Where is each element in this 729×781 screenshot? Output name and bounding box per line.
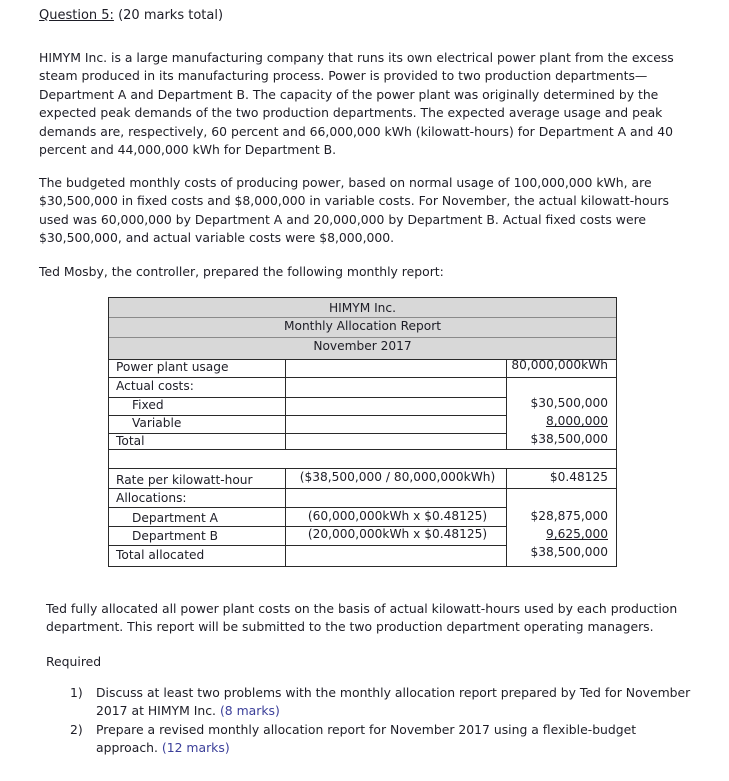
report-period: November 2017 [313, 339, 412, 353]
row-divider [109, 449, 616, 450]
required-item-number: 1) [70, 685, 83, 700]
required-item-text: Prepare a revised monthly allocation report for November 2017 using a flexible-budget approach. [96, 722, 637, 756]
row-divider [109, 433, 506, 434]
header-divider [109, 337, 616, 338]
row-divider [109, 507, 506, 508]
variable-value: 8,000,000 [545, 414, 608, 428]
total-allocated-label: Total allocated [116, 548, 205, 562]
variable-label: Variable [132, 416, 182, 430]
fixed-label: Fixed [132, 398, 164, 412]
row-divider [109, 468, 616, 469]
row-divider [109, 545, 506, 546]
column-divider [285, 359, 286, 449]
report-header [109, 298, 616, 360]
usage-label: Power plant usage [116, 360, 229, 374]
usage-value: 80,000,000kWh [511, 358, 608, 372]
total-label: Total [116, 434, 145, 448]
actual-costs-label: Actual costs: [116, 379, 194, 393]
allocation-report-table [108, 297, 617, 567]
question-heading [39, 8, 223, 23]
column-divider [506, 359, 507, 449]
intro-paragraph: HIMYM Inc. is a large manufacturing company that runs its own electrical power plant from the excess steam produced in its manufacturing process. Power is provided to two production departments—Department A and Department B. The capacity of the power plant was originally determined by the expected peak demands of the two production departments. The expected average usage and peak demands are, respectively, 60 percent and 66,000,000 kWh (kilowatt-hours) for Department A and 40 percent and 44,000,000 kWh for Department B. [39, 50, 674, 158]
row-divider [109, 377, 616, 378]
question-label: Question 5: [39, 8, 114, 23]
question-total-marks: (20 marks total) [118, 8, 224, 23]
column-divider [506, 468, 507, 566]
dept-b-value: 9,625,000 [545, 527, 608, 541]
dept-b-calculation: (20,000,000kWh x $0.48125) [307, 527, 488, 541]
rate-label: Rate per kilowatt-hour [116, 473, 253, 487]
dept-a-value: $28,875,000 [530, 509, 608, 523]
allocation-note-paragraph: Ted fully allocated all power plant costs on the basis of actual kilowatt-hours used by each production department. This report will be submitted to the two production department operating managers. [46, 601, 678, 635]
required-item-marks: (8 marks) [219, 703, 280, 719]
dept-a-calculation: (60,000,000kWh x $0.48125) [307, 509, 488, 523]
rate-calculation: ($38,500,000 / 80,000,000kWh) [299, 470, 496, 484]
dept-b-label: Department B [132, 529, 218, 543]
row-divider [109, 488, 616, 489]
dept-a-label: Department A [132, 511, 218, 525]
total-value: $38,500,000 [530, 432, 608, 446]
controller-paragraph: Ted Mosby, the controller, prepared the following monthly report: [39, 264, 444, 279]
allocations-label: Allocations: [116, 491, 187, 505]
column-divider [285, 468, 286, 566]
required-item-marks: (12 marks) [161, 740, 230, 756]
required-item-number: 2) [70, 722, 83, 737]
required-heading: Required [46, 654, 102, 669]
report-title: Monthly Allocation Report [283, 319, 442, 333]
required-item-text: Discuss at least two problems with the monthly allocation report prepared by Ted for November 2017 at HIMYM Inc. [96, 685, 691, 719]
header-divider [109, 317, 616, 318]
total-allocated-value: $38,500,000 [530, 545, 608, 559]
fixed-value: $30,500,000 [530, 396, 608, 410]
row-divider [109, 397, 506, 398]
budget-paragraph: The budgeted monthly costs of producing power, based on normal usage of 100,000,000 kWh, are $30,500,000 in fixed costs and $8,000,000 in variable costs. For November, the actual kilowatt-hours used was 60,000,000 by Department A and 20,000,000 by Department B. Actual fixed costs were $30,500,000, and actual variable costs were $8,000,000. [39, 175, 670, 246]
rate-value: $0.48125 [549, 470, 608, 484]
report-company: HIMYM Inc. [328, 301, 396, 315]
